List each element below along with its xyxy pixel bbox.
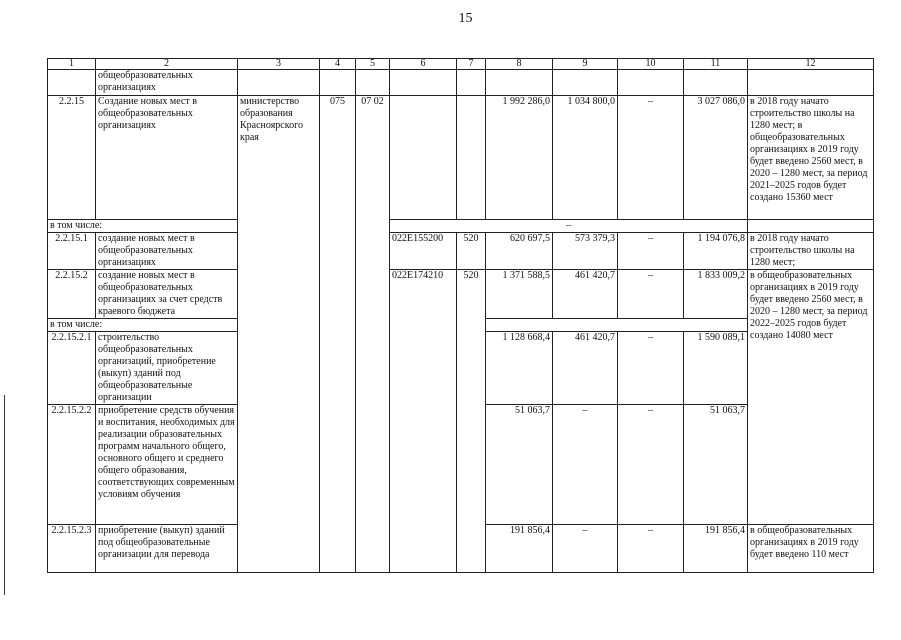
col-header-5: 5 <box>356 59 390 70</box>
row-note: в 2018 году начато строительство школы на 1280 мест; в общеобразовательных организациях в 2019 году будет введено 2560 мест, в 2020 – 1280 мест, за период 2021–2025 годов будет создано 15360 мест <box>748 96 874 220</box>
value-2020: – <box>618 96 684 220</box>
column-numbers-row <box>48 59 874 70</box>
row-name: строительство общеобразовательных организаций, приобретение (выкуп) зданий под общеобразовательные организации <box>96 332 238 405</box>
value-2018: 51 063,7 <box>486 405 553 525</box>
row-note: в общеобразовательных организациях в 2019 году будет введено 2560 мест, в 2020 – 1280 мест, за период 2022–2025 годов будет создано 14080 мест <box>748 270 874 525</box>
col-header-7: 7 <box>457 59 486 70</box>
value-2018: 1 371 588,5 <box>486 270 553 319</box>
row-number: 2.2.15 <box>48 96 96 220</box>
value-total: 1 590 089,1 <box>684 332 748 405</box>
row-note: в общеобразовательных организациях в 2019 году будет введено 110 мест <box>748 525 874 573</box>
including-dash: – <box>390 220 748 233</box>
value-2020: – <box>618 525 684 573</box>
target-article: 022E174210 <box>390 270 457 573</box>
col-header-4: 4 <box>320 59 356 70</box>
margin-line <box>4 395 5 595</box>
value-2019: – <box>553 405 618 525</box>
including-label: в том числе: <box>48 220 238 233</box>
value-2018: 1 992 286,0 <box>486 96 553 220</box>
row-name: приобретение (выкуп) зданий под общеобразовательные организации для перевода <box>96 525 238 573</box>
page-number: 15 <box>458 11 473 26</box>
value-2019: 1 034 800,0 <box>553 96 618 220</box>
col-header-6: 6 <box>390 59 457 70</box>
col-header-1: 1 <box>48 59 96 70</box>
including-label: в том числе: <box>48 319 238 332</box>
table-row <box>48 233 874 270</box>
value-2018: 1 128 668,4 <box>486 332 553 405</box>
value-total: 51 063,7 <box>684 405 748 525</box>
col-header-9: 9 <box>553 59 618 70</box>
value-2018: 191 856,4 <box>486 525 553 573</box>
col-header-2: 2 <box>96 59 238 70</box>
continuation-name: общеобразовательных организациях <box>96 70 238 96</box>
value-2018: 620 697,5 <box>486 233 553 270</box>
expense-type: 520 <box>457 233 486 270</box>
rzpr-code: 07 02 <box>356 96 390 573</box>
grbs-code: 075 <box>320 96 356 573</box>
including-row <box>48 220 874 233</box>
col-header-8: 8 <box>486 59 553 70</box>
row-name: создание новых мест в общеобразовательных организациях <box>96 233 238 270</box>
value-total: 3 027 086,0 <box>684 96 748 220</box>
table-row <box>48 96 874 220</box>
target-article: 022E155200 <box>390 233 457 270</box>
value-2019: 461 420,7 <box>553 332 618 405</box>
value-2020: – <box>618 332 684 405</box>
value-2020: – <box>618 405 684 525</box>
col-header-12: 12 <box>748 59 874 70</box>
value-2019: 461 420,7 <box>553 270 618 319</box>
col-header-11: 11 <box>684 59 748 70</box>
col-header-3: 3 <box>238 59 320 70</box>
row-name: создание новых мест в общеобразовательных организациях за счет средств краевого бюджета <box>96 270 238 319</box>
value-2020: – <box>618 233 684 270</box>
executor: министерство образования Красноярского края <box>238 96 320 573</box>
continuation-row <box>48 70 874 96</box>
col-header-10: 10 <box>618 59 684 70</box>
value-2020: – <box>618 270 684 319</box>
value-total: 1 194 076,8 <box>684 233 748 270</box>
row-name: приобретение средств обучения и воспитания, необходимых для реализации образовательных программ начального общего, основного общего и среднего общего образования, соответствующих современным условиям обучения <box>96 405 238 525</box>
table-row <box>48 270 874 319</box>
row-name: Создание новых мест в общеобразовательных организациях <box>96 96 238 220</box>
value-total: 191 856,4 <box>684 525 748 573</box>
row-number: 2.2.15.2 <box>48 270 96 319</box>
row-number: 2.2.15.2.1 <box>48 332 96 405</box>
value-total: 1 833 009,2 <box>684 270 748 319</box>
row-number: 2.2.15.2.2 <box>48 405 96 525</box>
value-2019: 573 379,3 <box>553 233 618 270</box>
row-note: в 2018 году начато строительство школы на 1280 мест; <box>748 233 874 270</box>
expense-type: 520 <box>457 270 486 573</box>
budget-table <box>47 58 874 573</box>
row-number: 2.2.15.1 <box>48 233 96 270</box>
value-2019: – <box>553 525 618 573</box>
row-number: 2.2.15.2.3 <box>48 525 96 573</box>
